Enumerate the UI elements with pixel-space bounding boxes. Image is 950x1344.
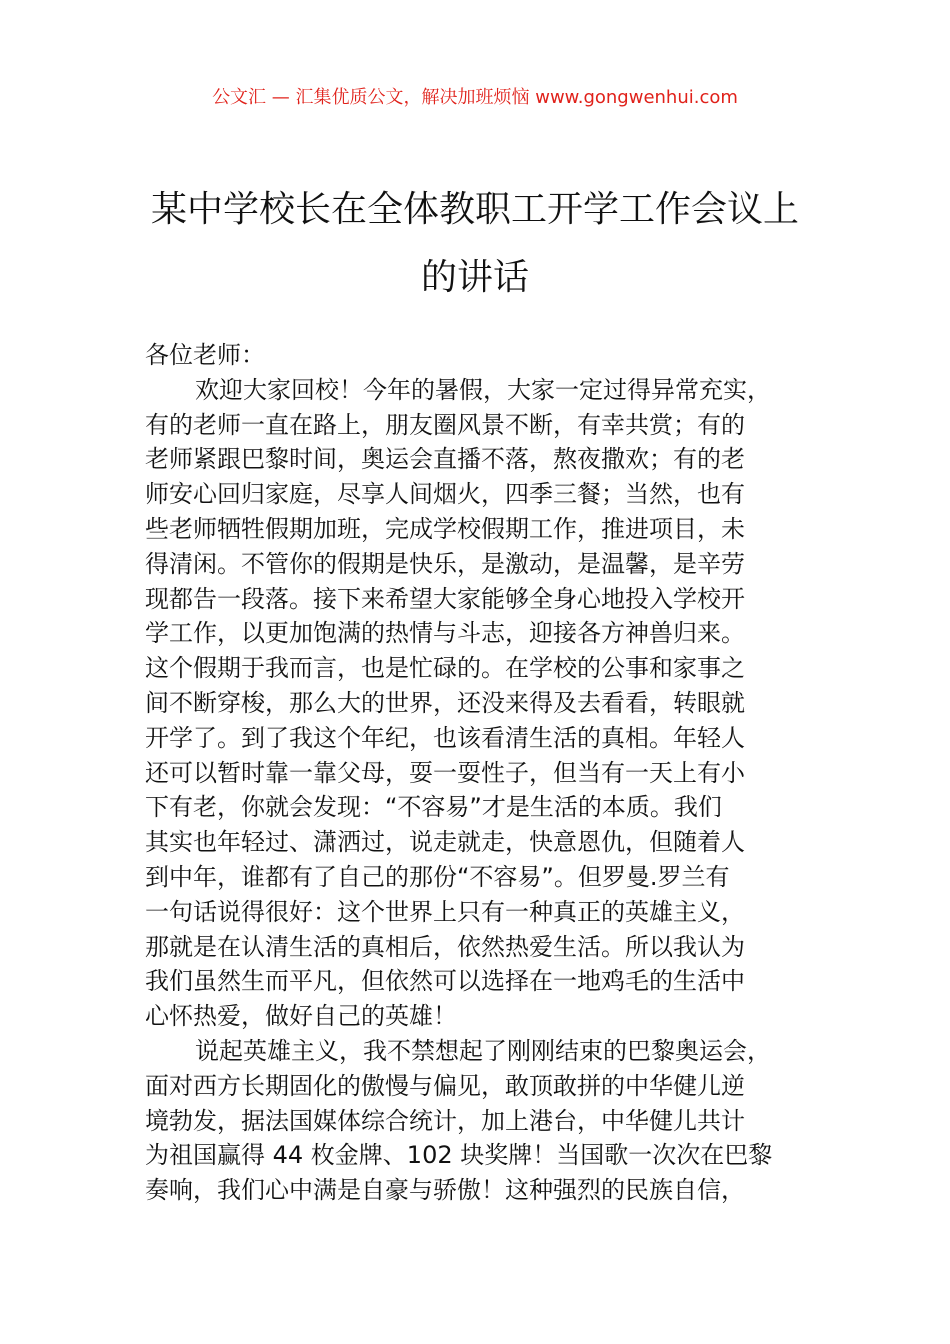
paragraph-line: 其实也年轻过、潇洒过，说走就走，快意恩仇，但随着人 xyxy=(145,828,745,857)
paragraph-line: 我们虽然生而平凡，但依然可以选择在一地鸡毛的生活中 xyxy=(145,967,745,996)
document-title xyxy=(140,176,810,312)
paragraph-line: 欢迎大家回校！今年的暑假，大家一定过得异常充实， xyxy=(195,375,771,404)
paragraph-line: 开学了。到了我这个年纪，也该看清生活的真相。年轻人 xyxy=(145,723,745,752)
document-body xyxy=(145,338,835,1208)
paragraph-line: 师安心回归家庭，尽享人间烟火，四季三餐；当然，也有 xyxy=(145,480,745,509)
paragraph-line: 那就是在认清生活的真相后，依然热爱生活。所以我认为 xyxy=(145,932,745,961)
paragraph-line: 学工作，以更加饱满的热情与斗志，迎接各方神兽归来。 xyxy=(145,619,745,648)
salutation: 各位老师： xyxy=(145,341,265,369)
paragraph-line: 境勃发，据法国媒体综合统计，加上港台，中华健儿共计 xyxy=(145,1106,745,1135)
paragraph-1 xyxy=(145,373,835,1034)
paragraph-line: 下有老，你就会发现：“不容易”才是生活的本质。我们 xyxy=(145,793,722,822)
paragraph-line: 奏响，我们心中满是自豪与骄傲！这种强烈的民族自信， xyxy=(145,1176,745,1205)
title-line: 某中学校长在全体教职工开学工作会议上 xyxy=(150,189,799,230)
paragraph-line: 面对西方长期固化的傲慢与偏见，敢顶敢拼的中华健儿逆 xyxy=(145,1071,745,1100)
title-line: 的讲话 xyxy=(420,257,529,298)
paragraph-line: 老师紧跟巴黎时间，奥运会直播不落，熬夜撒欢；有的老 xyxy=(145,445,745,474)
paragraph-line: 些老师牺牲假期加班，完成学校假期工作，推进项目，未 xyxy=(145,514,745,543)
paragraph-line: 还可以暂时靠一靠父母，耍一耍性子，但当有一天上有小 xyxy=(145,758,745,787)
paragraph-line: 这个假期于我而言，也是忙碌的。在学校的公事和家事之 xyxy=(145,654,745,683)
paragraph-2 xyxy=(145,1034,835,1208)
paragraph-line: 现都告一段落。接下来希望大家能够全身心地投入学校开 xyxy=(145,584,745,613)
paragraph-line: 有的老师一直在路上，朋友圈风景不断，有幸共赏；有的 xyxy=(145,410,745,439)
paragraph-line: 一句话说得很好：这个世界上只有一种真正的英雄主义， xyxy=(145,897,745,926)
paragraph-line: 间不断穿梭，那么大的世界，还没来得及去看看，转眼就 xyxy=(145,688,745,717)
paragraph-line: 得清闲。不管你的假期是快乐，是激动，是温馨，是辛劳 xyxy=(145,549,745,578)
paragraph-line: 到中年，谁都有了自己的那份“不容易”。但罗曼.罗兰有 xyxy=(145,862,730,891)
header-banner: 公文汇 — 汇集优质公文，解决加班烦恼 www.gongwenhui.com xyxy=(212,87,738,108)
paragraph-line: 为祖国赢得 44 枚金牌、102 块奖牌！当国歌一次次在巴黎 xyxy=(145,1141,773,1170)
paragraph-line: 心怀热爱，做好自己的英雄！ xyxy=(145,1002,457,1031)
paragraph-line: 说起英雄主义，我不禁想起了刚刚结束的巴黎奥运会， xyxy=(195,1036,771,1065)
